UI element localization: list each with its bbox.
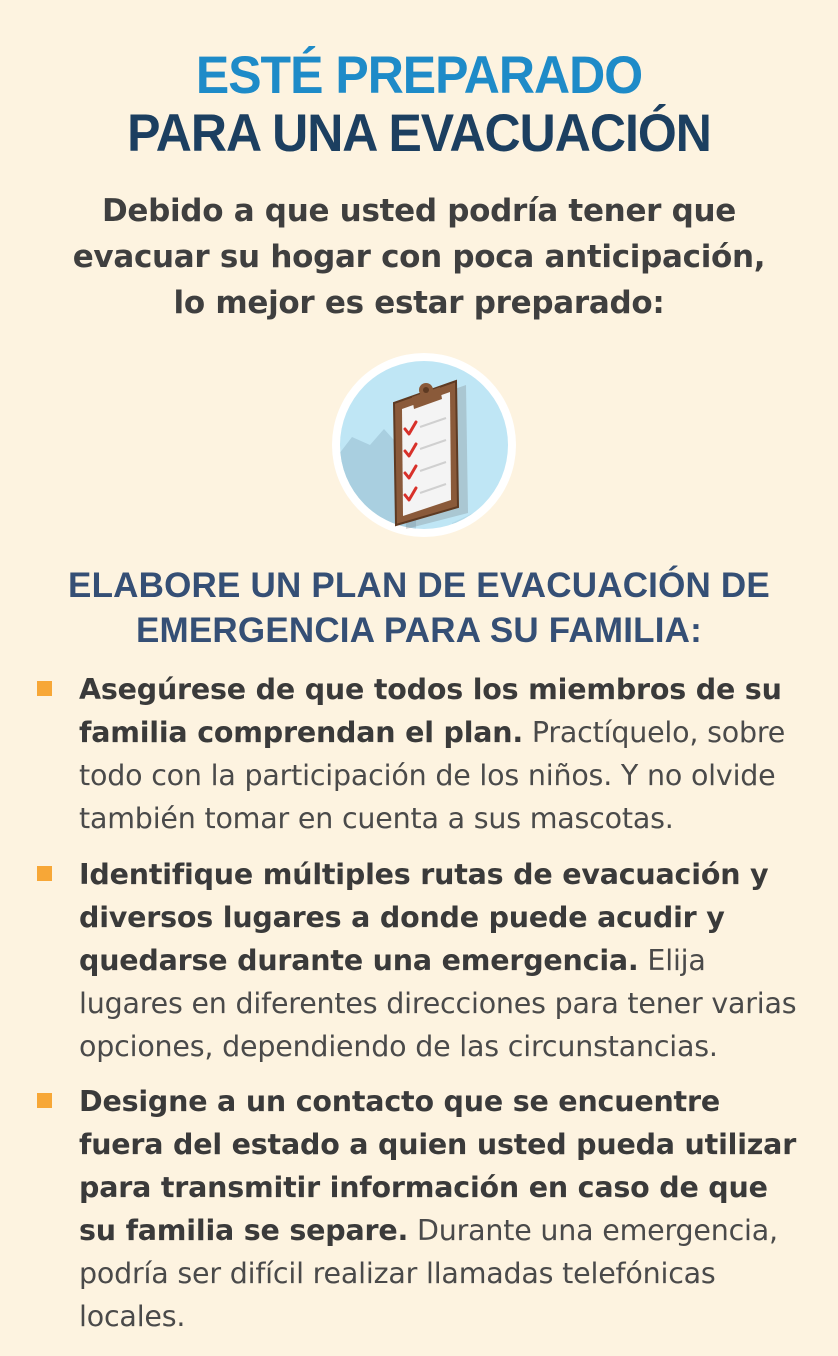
list-item-text bbox=[79, 668, 809, 840]
section-heading-line-1: ELABORE UN PLAN DE EVACUACIÓN DE bbox=[68, 566, 770, 605]
list-item-detail: Elija lugares en diferentes direcciones para tener varias opciones, dependiendo de las circunstancias. bbox=[79, 944, 797, 1063]
list-item-detail: Practíquelo, sobre todo con la participación de los niños. Y no olvide también tomar en cuenta a sus mascotas. bbox=[79, 716, 786, 835]
section-heading bbox=[40, 563, 798, 653]
list-item-lead: Identifique múltiples rutas de evacuación y diversos lugares a donde puede acudir y quedarse durante una emergencia. bbox=[79, 858, 769, 977]
list-item-detail: Durante una emergencia, podría ser difícil realizar llamadas telefónicas locales. bbox=[79, 1214, 778, 1333]
intro-line-2: evacuar su hogar con poca anticipación, bbox=[72, 239, 766, 275]
intro-line-1: Debido a que usted podría tener que bbox=[101, 193, 737, 229]
list-item-lead: Designe a un contacto que se encuentre fuera del estado a quien usted pueda utilizar para transmitir información en caso de que su familia se separe. bbox=[79, 1085, 797, 1247]
intro-paragraph bbox=[60, 188, 778, 326]
bullet-square-icon bbox=[37, 866, 52, 881]
list-item-text bbox=[79, 853, 809, 1068]
title-line-2: PARA UNA EVACUACIÓN bbox=[127, 103, 711, 163]
list-item-text bbox=[79, 1080, 809, 1338]
intro-line-3: lo mejor es estar preparado: bbox=[173, 285, 665, 321]
section-heading-line-2: EMERGENCIA PARA SU FAMILIA: bbox=[135, 611, 703, 650]
bullet-square-icon bbox=[37, 1093, 52, 1108]
clipboard-checklist-icon bbox=[332, 353, 516, 537]
title-line-1: ESTÉ PREPARADO bbox=[195, 45, 643, 105]
bullet-square-icon bbox=[37, 681, 52, 696]
list-item-lead: Asegúrese de que todos los miembros de su familia comprendan el plan. bbox=[79, 673, 782, 749]
